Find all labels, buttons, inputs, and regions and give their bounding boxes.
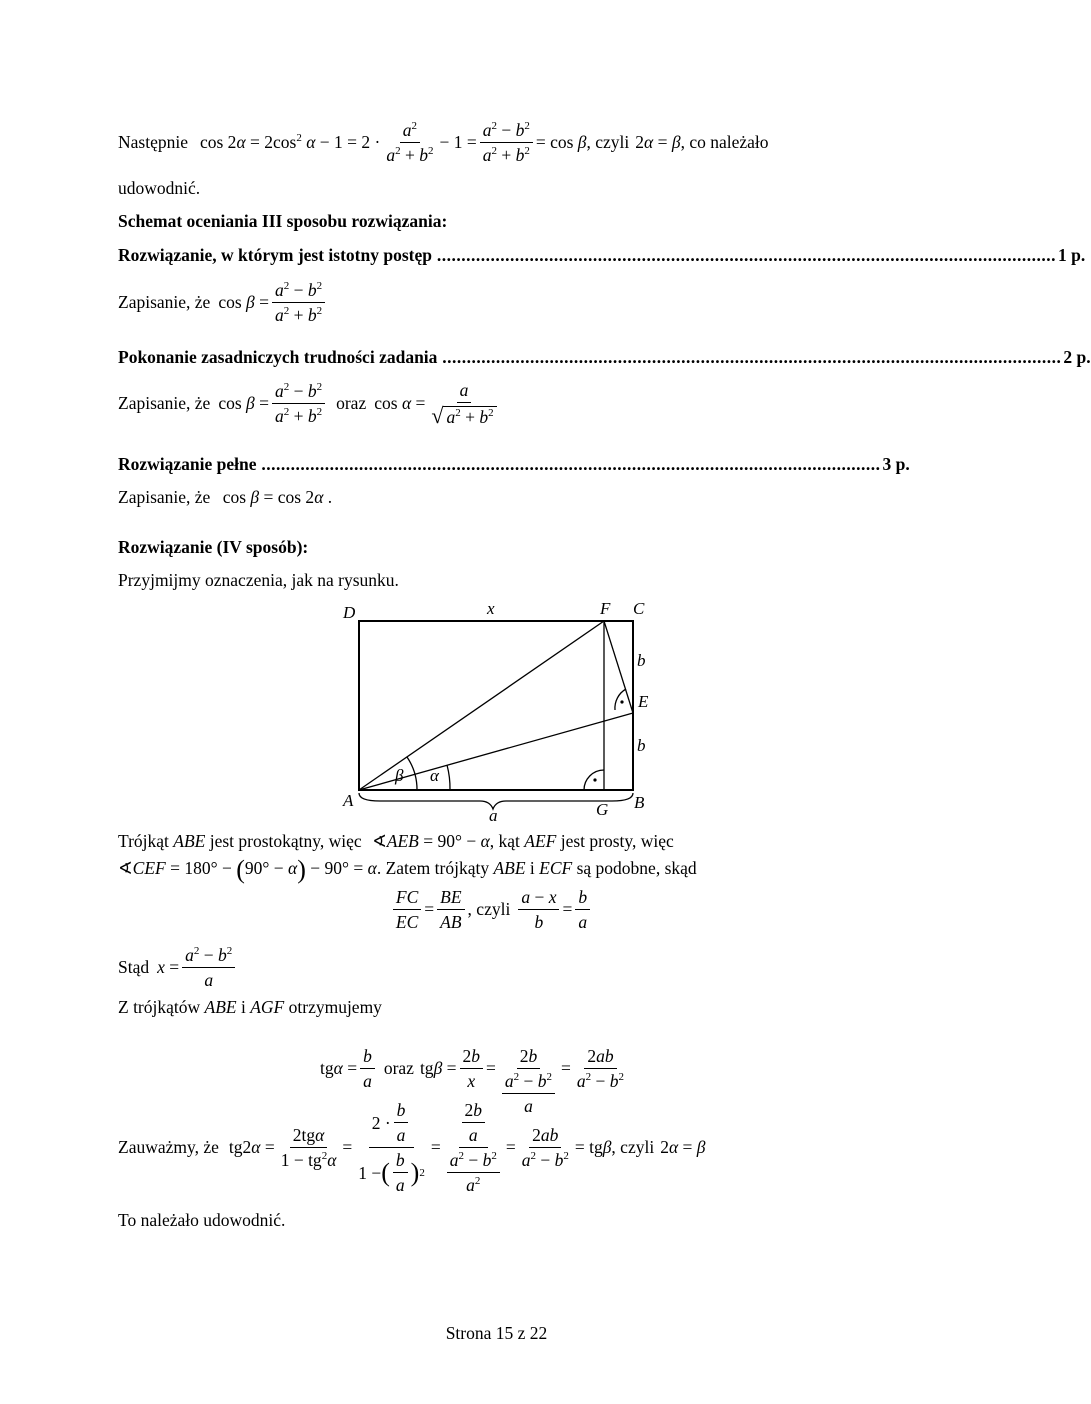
segment-fe bbox=[604, 621, 633, 713]
rectangle-abcd bbox=[359, 621, 633, 790]
angle-alpha-arc bbox=[447, 765, 450, 790]
intro-text: Następnie bbox=[118, 132, 188, 153]
label-beta: β bbox=[395, 766, 404, 785]
level-3-header: Rozwiązanie pełne ............................................................................................................................... 3 p. bbox=[118, 454, 910, 474]
tg-equation: tgα = $\frac{b}{a}$ oraz tgβ = $\frac{2b}{x}$ = $\frac{2b}{\frac{a^2 - b^2}{a}}$ = $\frac{2ab}{a^2 - b^2}$ bbox=[320, 1045, 625, 1117]
level-2-header: Pokonanie zasadniczych trudności zadania ............................................................................................................................... 2 p. bbox=[118, 347, 1091, 367]
label-g: G bbox=[596, 800, 609, 819]
level-1-desc: Zapisanie, że cos β = $\frac{a^2 - b^2}{a^2 + b^2}$ bbox=[118, 280, 328, 325]
label-f: F bbox=[600, 599, 611, 618]
page-footer: Strona 15 z 22 bbox=[445, 1323, 548, 1343]
label-a-side: a bbox=[489, 806, 498, 825]
final-text: To należało udowodnić. bbox=[118, 1210, 286, 1230]
label-e: E bbox=[638, 692, 649, 711]
label-x: x bbox=[487, 599, 495, 618]
label-alpha: α bbox=[430, 766, 439, 785]
right-angle-e bbox=[615, 689, 626, 710]
label-b1: b bbox=[637, 651, 646, 670]
stad-line: Stąd x = $\frac{a^2 - b^2}{a}$ bbox=[118, 945, 238, 990]
label-d: D bbox=[343, 603, 356, 622]
label-b-vertex: B bbox=[634, 793, 645, 812]
label-b2: b bbox=[637, 736, 646, 755]
formula-line-1: Następnie $\cos 2\alpha = 2\cos^2$ α − 1 = 2 · $\frac{a^2}{a^2 + b^2}$ − 1 = $\frac{a^2 - b^2}{a^2 + b^2}$ = cos β , czyli 2α = β , co należało bbox=[118, 120, 769, 166]
geometry-figure bbox=[330, 595, 660, 825]
sol4-intro: Przyjmijmy oznaczenia, jak na rysunku. bbox=[118, 570, 399, 590]
level-3-desc: Zapisanie, że cos β = cos 2α . bbox=[118, 487, 333, 507]
label-a-vertex: A bbox=[343, 791, 354, 810]
dot-e bbox=[620, 700, 623, 703]
level-1-header: Rozwiązanie, w którym jest istotny postęp ............................................................................................................................... 1 p. bbox=[118, 245, 1086, 265]
para1-line1: Trójkąt ABE jest prostokątny, więc ∢AEB = 90° − α, kąt AEF jest prosty, więc bbox=[118, 831, 674, 851]
level-2-desc: Zapisanie, że cos β = $\frac{a^2 - b^2}{a^2 + b^2}$ oraz cos α = a √ $a^2 + b^2$ bbox=[118, 380, 503, 427]
dot-g bbox=[593, 778, 596, 781]
z-trojkatow: Z trójkątów ABE i AGF otrzymujemy bbox=[118, 997, 382, 1017]
segment-af bbox=[359, 621, 604, 790]
intro-cont: udowodnić. bbox=[118, 178, 201, 198]
sol4-title: Rozwiązanie (IV sposób): bbox=[118, 537, 309, 557]
zauwazmy-equation: Zauważmy, że tg2α = $\frac{\text{2tgα}}{1 - tg^2\alpha}$ = 2 · $\frac{b}{a}$ 1 − ( $\frac{b}{a}$ ) 2 = $\frac{\frac{2b}{a}}{\frac{a^2 - b^2}{a^2}}$ = $\frac{2ab}{a^2 - b^2}$ = tgβ , czyli 2α = β bbox=[118, 1100, 706, 1196]
para1-line2: ∢CEF = 180° − (90° − α) − 90° = α. Zatem trójkąty ABE i ECF są podobne, skąd bbox=[118, 855, 697, 884]
label-c: C bbox=[633, 599, 645, 618]
similarity-equation: $\frac{FC}{EC}$ = $\frac{BE}{AB}$ , czyli $\frac{a - x}{b}$ = $\frac{b}{a}$ bbox=[0, 887, 993, 932]
scheme-title: Schemat oceniania III sposobu rozwiązania: bbox=[118, 211, 448, 231]
